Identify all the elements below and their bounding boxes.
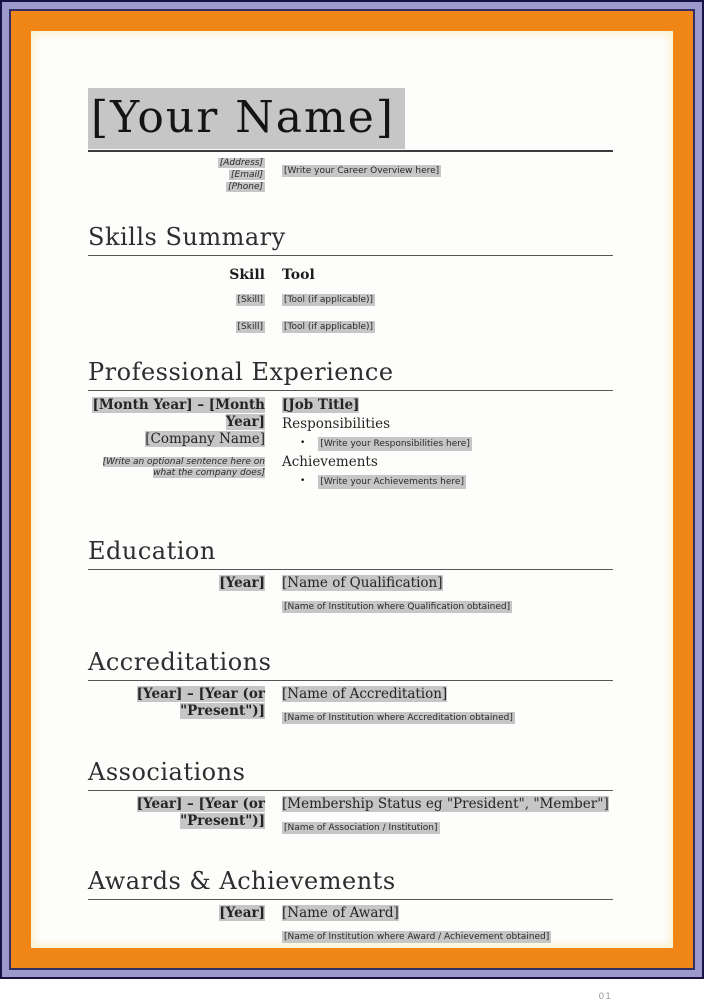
education-title: Education <box>88 537 613 570</box>
company-note-placeholder: [Write an optional sentence here on what the company does] <box>102 457 265 478</box>
section-professional-experience <box>88 358 613 492</box>
associations-title: Associations <box>88 758 613 791</box>
experience-left-column <box>88 397 265 492</box>
accreditation-years-placeholder: [Year] – [Year (or "Present")] <box>136 686 265 719</box>
job-title-placeholder: [Job Title] <box>282 397 360 413</box>
qualification-placeholder: [Name of Qualification] <box>282 575 443 591</box>
contact-block <box>88 158 265 194</box>
bullet-icon: • <box>300 438 306 448</box>
skill-row <box>88 314 613 333</box>
page-number: 01 <box>598 992 612 1002</box>
header <box>88 88 613 194</box>
header-rule <box>88 150 613 152</box>
responsibilities-label: Responsibilities <box>282 416 391 432</box>
association-institution-placeholder: [Name of Association / Institution] <box>284 823 438 833</box>
section-associations <box>88 758 613 834</box>
experience-right-column <box>282 397 613 492</box>
inner-border <box>9 9 695 1002</box>
address-placeholder: [Address] <box>219 158 263 168</box>
tool-placeholder: [Tool (if applicable)] <box>284 322 374 332</box>
career-overview-placeholder: [Write your Career Overview here] <box>284 166 440 176</box>
membership-status-placeholder: [Membership Status eg "President", "Member"] <box>282 796 609 812</box>
skill-column-header: Skill <box>229 267 265 283</box>
section-education <box>88 537 613 613</box>
bullet-icon: • <box>300 476 306 486</box>
award-name-placeholder: [Name of Award] <box>282 905 399 921</box>
award-year-placeholder: [Year] <box>219 905 265 921</box>
phone-placeholder: [Phone] <box>228 182 263 192</box>
achievements-placeholder: [Write your Achievements here] <box>320 477 464 487</box>
document-page <box>31 31 673 1002</box>
tool-placeholder: [Tool (if applicable)] <box>284 295 374 305</box>
accreditation-institution-placeholder: [Name of Institution where Accreditation obtained] <box>284 713 513 723</box>
education-institution-placeholder: [Name of Institution where Qualification obtained] <box>284 602 511 612</box>
education-year-placeholder: [Year] <box>219 575 265 591</box>
section-skills-summary <box>88 223 613 333</box>
accreditations-title: Accreditations <box>88 648 613 681</box>
professional-experience-title: Professional Experience <box>88 358 613 391</box>
skills-summary-title: Skills Summary <box>88 223 613 256</box>
skill-placeholder: [Skill] <box>237 322 263 332</box>
achievements-label: Achievements <box>282 454 378 470</box>
award-institution-placeholder: [Name of Institution where Award / Achievement obtained] <box>284 932 550 942</box>
dates-placeholder: [Month Year] – [Month Year] <box>92 397 265 430</box>
career-overview <box>282 158 613 194</box>
accreditation-name-placeholder: [Name of Accreditation] <box>282 686 448 702</box>
section-awards-achievements <box>88 867 613 943</box>
tool-column-header: Tool <box>282 267 315 283</box>
association-years-placeholder: [Year] – [Year (or "Present")] <box>136 796 265 829</box>
skill-placeholder: [Skill] <box>237 295 263 305</box>
company-name-placeholder: [Company Name] <box>145 431 265 447</box>
responsibilities-item <box>282 437 613 451</box>
achievements-item <box>282 475 613 489</box>
email-placeholder: [Email] <box>231 170 263 180</box>
name-placeholder: [Your Name] <box>88 88 405 149</box>
section-accreditations <box>88 648 613 724</box>
responsibilities-placeholder: [Write your Responsibilities here] <box>320 439 470 449</box>
skill-row <box>88 287 613 306</box>
awards-title: Awards & Achievements <box>88 867 613 900</box>
page-footer <box>88 984 613 1003</box>
